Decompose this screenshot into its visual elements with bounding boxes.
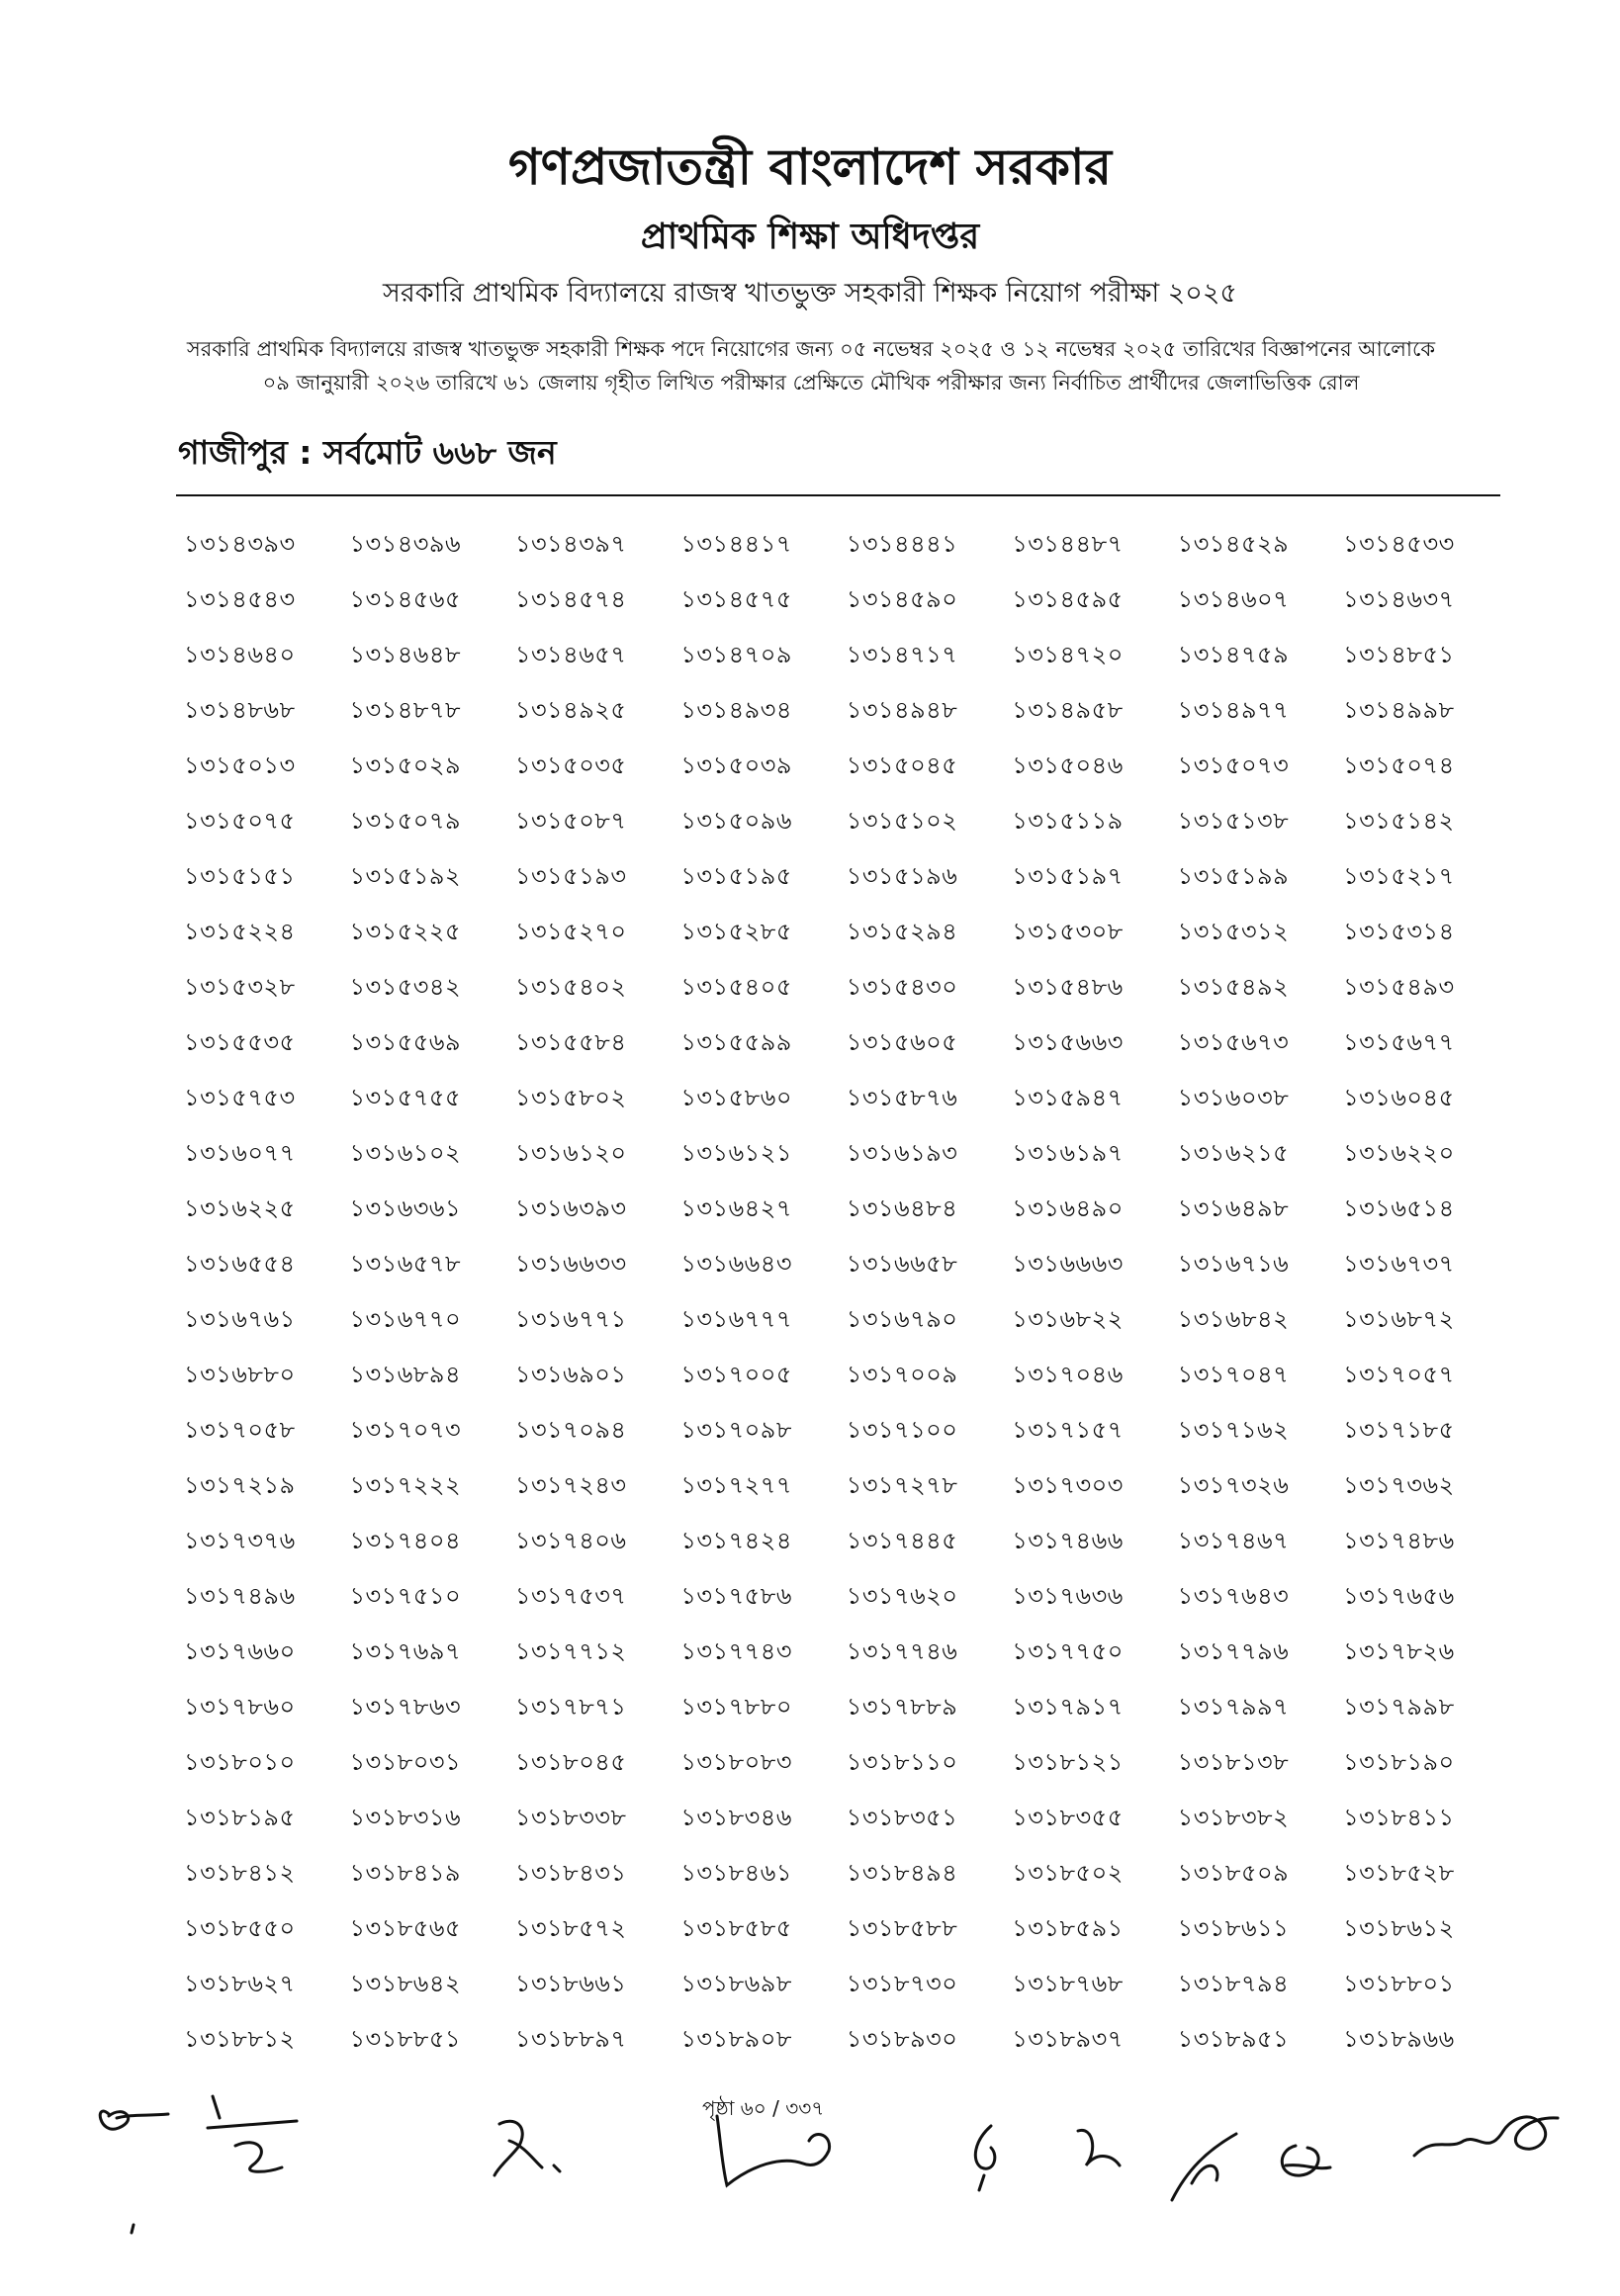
roll-number: ১৩১৪৬৩৭ xyxy=(1343,585,1455,613)
roll-number: ১৩১৫০৯৬ xyxy=(680,807,792,835)
roll-number: ১৩১৭৬৪৩ xyxy=(1177,1582,1290,1610)
roll-number: ১৩১৫০৩৫ xyxy=(514,751,627,779)
roll-number: ১৩১৬৯০১ xyxy=(514,1361,627,1388)
roll-number: ১৩১৮৫০২ xyxy=(1012,1859,1124,1887)
roll-number: ১৩১৮১৯৫ xyxy=(184,1804,296,1831)
roll-row xyxy=(184,1578,1489,1634)
roll-number: ১৩১৭৭১২ xyxy=(514,1637,627,1665)
roll-number: ১৩১৬৩৯৩ xyxy=(514,1194,627,1222)
roll-number: ১৩১৬৪৯৮ xyxy=(1177,1194,1290,1222)
roll-number: ১৩১৫১৯৯ xyxy=(1177,862,1290,890)
roll-number: ১৩১৮১৯০ xyxy=(1343,1748,1455,1776)
roll-number: ১৩১৪৬৫৭ xyxy=(514,641,627,668)
roll-number: ১৩১৮৬৯৮ xyxy=(680,1970,792,1997)
roll-number: ১৩১৭০৪৭ xyxy=(1177,1361,1290,1388)
roll-number: ১৩১৬১৯৭ xyxy=(1012,1139,1124,1167)
roll-number: ১৩১৭০০৫ xyxy=(680,1361,792,1388)
roll-number: ১৩১৬৬৪৩ xyxy=(680,1250,792,1278)
roll-number: ১৩১৮৪১৯ xyxy=(349,1859,461,1887)
roll-number: ১৩১৫১৩৮ xyxy=(1177,807,1290,835)
roll-number: ১৩১৮৬২৭ xyxy=(184,1970,296,1997)
roll-row xyxy=(184,1135,1489,1191)
roll-number: ১৩১৫৬৭৩ xyxy=(1177,1028,1290,1056)
roll-number: ১৩১৭৪৮৬ xyxy=(1343,1527,1455,1554)
roll-row xyxy=(184,1301,1489,1357)
roll-number: ১৩১৬৭৬১ xyxy=(184,1305,296,1333)
roll-number: ১৩১৪৫৩৩ xyxy=(1343,530,1455,558)
roll-number: ১৩১৭৬৯৭ xyxy=(349,1637,462,1665)
roll-number: ১৩১৮৩৫১ xyxy=(846,1804,958,1831)
roll-number: ১৩১৮৯৬৬ xyxy=(1343,2025,1455,2053)
roll-number: ১৩১৮০১০ xyxy=(184,1748,296,1776)
roll-number: ১৩১৫১০২ xyxy=(846,807,958,835)
page-number: পৃষ্ঠা ৬০ / ৩৩৭ xyxy=(702,2096,825,2120)
roll-number: ১৩১৭৩২৬ xyxy=(1177,1471,1290,1499)
roll-number: ১৩১৭১৮৫ xyxy=(1343,1416,1455,1444)
roll-number: ১৩১৮০৮৩ xyxy=(680,1748,792,1776)
roll-number: ১৩১৮৬১১ xyxy=(1177,1914,1290,1942)
roll-number: ১৩১৪৪৮৭ xyxy=(1012,530,1124,558)
roll-number: ১৩১৫০৪৫ xyxy=(846,751,958,779)
roll-number: ১৩১৬৮৮০ xyxy=(184,1361,296,1388)
roll-number: ১৩১৪৮৭৮ xyxy=(349,696,462,724)
roll-number: ১৩১৮৩৩৮ xyxy=(514,1804,627,1831)
roll-number: ১৩১৮৯৩৭ xyxy=(1012,2025,1124,2053)
department-title: প্রাথমিক শিক্ষা অধিদপ্তর xyxy=(640,217,980,257)
signature-2 xyxy=(208,2096,297,2171)
roll-number: ১৩১৪৩৯৬ xyxy=(349,530,462,558)
roll-number: ১৩১৭৬৫৬ xyxy=(1343,1582,1455,1610)
roll-number: ১৩১৭৮৭১ xyxy=(514,1693,627,1721)
roll-number: ১৩১৫৩১৪ xyxy=(1343,918,1455,945)
roll-number: ১৩১৮৯৫১ xyxy=(1177,2025,1290,2053)
district-total: গাজীপুর : সর্বমোট ৬৬৮ জন xyxy=(178,433,557,472)
roll-number: ১৩১৫৫৩৫ xyxy=(184,1028,296,1056)
roll-number: ১৩১৭২৭৭ xyxy=(680,1471,792,1499)
roll-number: ১৩১৬৭৭১ xyxy=(514,1305,627,1333)
roll-number: ১৩১৫০৭৯ xyxy=(349,807,462,835)
roll-number: ১৩১৭০৫৭ xyxy=(1343,1361,1455,1388)
roll-number: ১৩১৮৭৯৪ xyxy=(1177,1970,1290,1997)
roll-number: ১৩১৮৫৮৫ xyxy=(680,1914,792,1942)
roll-number: ১৩১৫৩১২ xyxy=(1177,918,1290,945)
roll-number: ১৩১৫১৯৬ xyxy=(846,862,958,890)
roll-number: ১৩১৬০৩৮ xyxy=(1177,1084,1290,1111)
roll-number: ১৩১৭৫১০ xyxy=(349,1582,462,1610)
roll-number: ১৩১৫২১৭ xyxy=(1343,862,1455,890)
roll-number: ১৩১৬০৭৭ xyxy=(184,1139,296,1167)
roll-number: ১৩১৫৮৬০ xyxy=(680,1084,792,1111)
roll-number: ১৩১৭৪২৪ xyxy=(680,1527,792,1554)
roll-row xyxy=(184,1246,1489,1301)
roll-row xyxy=(184,1855,1489,1910)
roll-number: ১৩১৭৩৬২ xyxy=(1343,1471,1455,1499)
roll-number: ১৩১৫০১৩ xyxy=(184,751,296,779)
roll-number: ১৩১৫২২৫ xyxy=(349,918,462,945)
roll-number: ১৩১৬৭৭৭ xyxy=(680,1305,792,1333)
roll-number: ১৩১৬৬৫৮ xyxy=(846,1250,958,1278)
roll-number: ১৩১৫৪০৫ xyxy=(680,973,792,1001)
roll-row xyxy=(184,1191,1489,1246)
roll-number: ১৩১৮৩৮২ xyxy=(1177,1804,1290,1831)
signature-6 xyxy=(1078,2130,1120,2165)
roll-number: ১৩১৮৪৬১ xyxy=(680,1859,792,1887)
roll-number: ১৩১৭৫৩৭ xyxy=(514,1582,627,1610)
roll-number: ১৩১৪৬৪৮ xyxy=(349,641,462,668)
roll-number: ১৩১৫০৩৯ xyxy=(680,751,792,779)
roll-number: ১৩১৫৪৮৬ xyxy=(1012,973,1124,1001)
roll-number: ১৩১৫১৪২ xyxy=(1343,807,1455,835)
signature-4 xyxy=(717,2116,830,2185)
result-description: সরকারি প্রাথমিক বিদ্যালয়ে রাজস্ব খাতভুক্ত সহকারী শিক্ষক পদে নিয়োগের জন্য ০৫ নভেম্বর ২০২৫ ও ১২ নভেম্বর ২০২৫ তারিখের বিজ্ঞাপনের আলোকে ০৯ জানুয়ারী ২০২৬ তারিখে ৬১ জেলায় গৃহীত লিখিত পরীক্ষার প্রেক্ষিতে মৌখিক পরীক্ষার জন্য নির্বাচিত প্রার্থীদের জেলাভিত্তিক রোল xyxy=(186,337,1436,395)
roll-number: ১৩১৮১৩৮ xyxy=(1177,1748,1290,1776)
roll-number: ১৩১৫২৮৫ xyxy=(680,918,792,945)
roll-number: ১৩১৮৬৬১ xyxy=(514,1970,627,1997)
roll-number: ১৩১৬৮৭২ xyxy=(1343,1305,1455,1333)
roll-row xyxy=(184,692,1489,748)
signature-1 xyxy=(100,2111,168,2233)
roll-number: ১৩১৮৪৯৪ xyxy=(846,1859,958,1887)
roll-row xyxy=(184,1357,1489,1412)
roll-number: ১৩১৫২৭০ xyxy=(514,918,627,945)
roll-number: ১৩১৮৫৮৮ xyxy=(846,1914,958,1942)
roll-number: ১৩১৭৮৬০ xyxy=(184,1693,296,1721)
signature-5 xyxy=(975,2126,995,2190)
roll-number: ১৩১৬৭৭০ xyxy=(349,1305,462,1333)
roll-number: ১৩১৫৩০৮ xyxy=(1012,918,1124,945)
roll-row xyxy=(184,1966,1489,2021)
roll-number: ১৩১৫০৮৭ xyxy=(514,807,627,835)
roll-number: ১৩১৬৮২২ xyxy=(1012,1305,1124,1333)
roll-number: ১৩১৫০৭৪ xyxy=(1343,751,1455,779)
roll-number: ১৩১৮৭৬৮ xyxy=(1012,1970,1124,1997)
roll-number: ১৩১৫৪০২ xyxy=(514,973,627,1001)
roll-number: ১৩১৮৯৩০ xyxy=(846,2025,958,2053)
roll-number: ১৩১৫৬৭৭ xyxy=(1343,1028,1455,1056)
roll-number: ১৩১৬২২০ xyxy=(1343,1139,1455,1167)
roll-number: ১৩১৪৭২০ xyxy=(1012,641,1124,668)
roll-number: ১৩১৮৮১২ xyxy=(184,2025,296,2053)
roll-number: ১৩১৭৭৪৬ xyxy=(846,1637,958,1665)
roll-number: ১৩১৫১১৯ xyxy=(1012,807,1124,835)
roll-number: ১৩১৪৮৬৮ xyxy=(184,696,296,724)
roll-number: ১৩১৬৩৬১ xyxy=(349,1194,462,1222)
header-divider xyxy=(176,494,1500,496)
roll-row xyxy=(184,526,1489,581)
roll-number: ১৩১৭৫৮৬ xyxy=(680,1582,792,1610)
roll-number: ১৩১৮৬৪২ xyxy=(349,1970,462,1997)
roll-number: ১৩১৮৫৬৫ xyxy=(349,1914,462,1942)
roll-number: ১৩১৮৯০৮ xyxy=(680,2025,792,2053)
roll-number: ১৩১৫৯৪৭ xyxy=(1012,1084,1124,1111)
roll-number: ১৩১৮০৩১ xyxy=(349,1748,462,1776)
roll-row xyxy=(184,858,1489,914)
roll-number: ১৩১৫১৯২ xyxy=(349,862,462,890)
roll-number: ১৩১৬১২০ xyxy=(514,1139,627,1167)
roll-number: ১৩১৭৪৯৬ xyxy=(184,1582,296,1610)
roll-number: ১৩১৫০৭৩ xyxy=(1177,751,1290,779)
roll-number: ১৩১৫৬০৫ xyxy=(846,1028,958,1056)
roll-number: ১৩১৭১০০ xyxy=(846,1416,958,1444)
roll-row xyxy=(184,1080,1489,1135)
roll-number: ১৩১৭১৬২ xyxy=(1177,1416,1290,1444)
roll-number: ১৩১৮৫২৮ xyxy=(1343,1859,1455,1887)
roll-number: ১৩১৬১৯৩ xyxy=(846,1139,958,1167)
roll-number: ১৩১৮৪৩১ xyxy=(514,1859,627,1887)
roll-number: ১৩১৬৮৪২ xyxy=(1177,1305,1290,1333)
roll-number: ১৩১৪৫৪৩ xyxy=(184,585,296,613)
roll-number: ১৩১৬৫১৪ xyxy=(1343,1194,1455,1222)
roll-number: ১৩১৭০৯৪ xyxy=(514,1416,627,1444)
roll-row xyxy=(184,969,1489,1024)
roll-number: ১৩১৮৫৫০ xyxy=(184,1914,296,1942)
roll-number: ১৩১৬৪৯০ xyxy=(1012,1194,1124,1222)
roll-number: ১৩১৭৪০৬ xyxy=(514,1527,627,1554)
roll-number: ১৩১৮৬১২ xyxy=(1343,1914,1455,1942)
roll-number: ১৩১৪৩৯৩ xyxy=(184,530,296,558)
roll-number: ১৩১৭৪৬৭ xyxy=(1177,1527,1290,1554)
roll-number: ১৩১৭০৪৬ xyxy=(1012,1361,1124,1388)
roll-number: ১৩১৬৫৫৪ xyxy=(184,1250,296,1278)
roll-number: ১৩১৪৮৫১ xyxy=(1343,641,1455,668)
roll-number: ১৩১৪৫৭৪ xyxy=(514,585,627,613)
roll-number: ১৩১৫৮০২ xyxy=(514,1084,627,1111)
roll-number: ১৩১৫৪৯৩ xyxy=(1343,973,1455,1001)
roll-number: ১৩১৬৮৯৪ xyxy=(349,1361,462,1388)
government-title: গণপ্রজাতন্ত্রী বাংলাদেশ সরকার xyxy=(508,138,1112,196)
roll-number: ১৩১৫৫৬৯ xyxy=(349,1028,462,1056)
roll-number: ১৩১৪৭১৭ xyxy=(846,641,958,668)
roll-row xyxy=(184,581,1489,637)
roll-number: ১৩১৪৯৫৮ xyxy=(1012,696,1124,724)
roll-number: ১৩১৫৫৮৪ xyxy=(514,1028,627,1056)
roll-number: ১৩১৫০৪৬ xyxy=(1012,751,1124,779)
roll-number: ১৩১৭৭৪৩ xyxy=(680,1637,792,1665)
roll-number: ১৩১৭০৯৮ xyxy=(680,1416,792,1444)
roll-row xyxy=(184,1800,1489,1855)
roll-number: ১৩১৪৫৭৫ xyxy=(680,585,792,613)
roll-number: ১৩১৫৩৪২ xyxy=(349,973,462,1001)
roll-number: ১৩১৪৬০৭ xyxy=(1177,585,1290,613)
roll-number: ১৩১৫২৯৪ xyxy=(846,918,958,945)
roll-number: ১৩১৬৫৭৮ xyxy=(349,1250,462,1278)
roll-number: ১৩১৬১২১ xyxy=(680,1139,792,1167)
roll-number: ১৩১৭২২২ xyxy=(349,1471,462,1499)
roll-row xyxy=(184,637,1489,692)
roll-row xyxy=(184,914,1489,969)
roll-number: ১৩১৮৪১১ xyxy=(1343,1804,1455,1831)
roll-number: ১৩১৫১৯৭ xyxy=(1012,862,1124,890)
roll-number: ১৩১৬৬৬৩ xyxy=(1012,1250,1124,1278)
roll-number: ১৩১৭০০৯ xyxy=(846,1361,958,1388)
roll-number: ১৩১৭১৫৭ xyxy=(1012,1416,1124,1444)
roll-number: ১৩১৪৯২৫ xyxy=(514,696,627,724)
exam-title: সরকারি প্রাথমিক বিদ্যালয়ে রাজস্ব খাতভুক্ত সহকারী শিক্ষক নিয়োগ পরীক্ষা ২০২৫ xyxy=(383,278,1237,309)
roll-number: ১৩১৪৭৫৯ xyxy=(1177,641,1290,668)
roll-number: ১৩১৭২৭৮ xyxy=(846,1471,958,1499)
roll-row xyxy=(184,1523,1489,1578)
roll-number: ১৩১৭৭৯৬ xyxy=(1177,1637,1290,1665)
roll-number: ১৩১৫০৭৫ xyxy=(184,807,296,835)
roll-number: ১৩১৪৪১৭ xyxy=(680,530,792,558)
roll-number: ১৩১৪৯৭৭ xyxy=(1177,696,1290,724)
roll-number: ১৩১৫৮৭৬ xyxy=(846,1084,958,1111)
roll-number: ১৩১৫৬৬৩ xyxy=(1012,1028,1124,1056)
roll-number: ১৩১৮৫০৯ xyxy=(1177,1859,1290,1887)
roll-number: ১৩১৬২২৫ xyxy=(184,1194,296,1222)
roll-number: ১৩১৮৮৫১ xyxy=(349,2025,461,2053)
roll-number: ১৩১৬৭৯০ xyxy=(846,1305,958,1333)
roll-number: ১৩১৫১৫১ xyxy=(184,862,296,890)
roll-number: ১৩১৭৯১৭ xyxy=(1012,1693,1124,1721)
roll-number: ১৩১৪৫৬৫ xyxy=(349,585,462,613)
roll-number: ১৩১৭৪০৪ xyxy=(349,1527,462,1554)
roll-row xyxy=(184,1910,1489,1966)
roll-number: ১৩১৫৪৩০ xyxy=(846,973,958,1001)
roll-number: ১৩১৭৩৭৬ xyxy=(184,1527,296,1554)
roll-number: ১৩১৮৪১২ xyxy=(184,1859,296,1887)
signature-7 xyxy=(1172,2134,1236,2200)
roll-number: ১৩১৫৪৯২ xyxy=(1177,973,1290,1001)
roll-number: ১৩১৭০৫৮ xyxy=(184,1416,296,1444)
roll-number: ১৩১৮৩১৬ xyxy=(349,1804,462,1831)
roll-row xyxy=(184,1744,1489,1800)
roll-number: ১৩১৫৭৫৫ xyxy=(349,1084,462,1111)
roll-number: ১৩১৭৮৮০ xyxy=(680,1693,792,1721)
roll-number: ১৩১৮৫৭২ xyxy=(514,1914,627,1942)
roll-number: ১৩১৮৫৯১ xyxy=(1012,1914,1124,1942)
roll-number: ১৩১৭৪৬৬ xyxy=(1012,1527,1124,1554)
roll-number: ১৩১৬১০২ xyxy=(349,1139,462,1167)
roll-number: ১৩১৫০২৯ xyxy=(349,751,462,779)
roll-number: ১৩১৭৮৬৩ xyxy=(349,1693,462,1721)
roll-number: ১৩১৭৯৯৮ xyxy=(1343,1693,1455,1721)
roll-number: ১৩১৪৭০৯ xyxy=(680,641,792,668)
roll-number: ১৩১৪৯৩৪ xyxy=(680,696,792,724)
roll-number: ১৩১৪৯৯৮ xyxy=(1343,696,1455,724)
roll-number: ১৩১৭৪৪৫ xyxy=(846,1527,958,1554)
signature-3 xyxy=(495,2121,560,2175)
roll-number: ১৩১৮৮০১ xyxy=(1343,1970,1455,1997)
roll-row xyxy=(184,1024,1489,1080)
roll-number: ১৩১৭২১৯ xyxy=(184,1471,296,1499)
roll-number: ১৩১৭২৪৩ xyxy=(514,1471,627,1499)
roll-number: ১৩১৮৩৪৬ xyxy=(680,1804,792,1831)
roll-number: ১৩১৬৭১৬ xyxy=(1177,1250,1290,1278)
roll-number: ১৩১৮৭৩০ xyxy=(846,1970,958,1997)
roll-number: ১৩১৭৮৮৯ xyxy=(846,1693,958,1721)
roll-number: ১৩১৪৬৪০ xyxy=(184,641,296,668)
roll-number: ১৩১৪৩৯৭ xyxy=(514,530,627,558)
roll-row xyxy=(184,1412,1489,1467)
roll-number: ১৩১৬০৪৫ xyxy=(1343,1084,1455,1111)
roll-number: ১৩১৪৯৪৮ xyxy=(846,696,958,724)
roll-row xyxy=(184,803,1489,858)
roll-number: ১৩১৭৬৩৬ xyxy=(1012,1582,1124,1610)
signature-row xyxy=(0,2057,1620,2294)
roll-number: ১৩১৬৭৩৭ xyxy=(1343,1250,1455,1278)
roll-number: ১৩১৮৩৫৫ xyxy=(1012,1804,1124,1831)
roll-row xyxy=(184,748,1489,803)
roll-number: ১৩১৬৬৩৩ xyxy=(514,1250,627,1278)
roll-number: ১৩১৮৮৯৭ xyxy=(514,2025,627,2053)
roll-number: ১৩১৫৭৫৩ xyxy=(184,1084,296,1111)
roll-number: ১৩১৬৪৮৪ xyxy=(846,1194,958,1222)
roll-number: ১৩১৬২১৫ xyxy=(1177,1139,1290,1167)
roll-number-grid xyxy=(184,526,1489,2076)
roll-number: ১৩১৫১৯৫ xyxy=(680,862,792,890)
roll-number: ১৩১৬৪২৭ xyxy=(680,1194,792,1222)
roll-number: ১৩১৫১৯৩ xyxy=(514,862,627,890)
roll-number: ১৩১৭৬২০ xyxy=(846,1582,958,1610)
roll-row xyxy=(184,1689,1489,1744)
roll-number: ১৩১৪৪৪১ xyxy=(846,530,958,558)
roll-number: ১৩১৮১১০ xyxy=(846,1748,958,1776)
roll-number: ১৩১৪৫৯০ xyxy=(846,585,958,613)
roll-number: ১৩১৮০৪৫ xyxy=(514,1748,627,1776)
roll-row xyxy=(184,1467,1489,1523)
roll-number: ১৩১৭৭৫০ xyxy=(1012,1637,1124,1665)
roll-number: ১৩১৭৩০৩ xyxy=(1012,1471,1124,1499)
roll-row xyxy=(184,1634,1489,1689)
roll-number: ১৩১৭৬৬০ xyxy=(184,1637,296,1665)
roll-number: ১৩১৪৫২৯ xyxy=(1177,530,1290,558)
roll-number: ১৩১৮১২১ xyxy=(1012,1748,1124,1776)
roll-number: ১৩১৭৮২৬ xyxy=(1343,1637,1455,1665)
signature-9 xyxy=(1414,2117,1558,2156)
signature-8 xyxy=(1282,2146,1330,2175)
roll-number: ১৩১৫৫৯৯ xyxy=(680,1028,792,1056)
roll-number: ১৩১৭৯৯৭ xyxy=(1177,1693,1290,1721)
roll-number: ১৩১৭০৭৩ xyxy=(349,1416,462,1444)
roll-number: ১৩১৫২২৪ xyxy=(184,918,296,945)
roll-number: ১৩১৪৫৯৫ xyxy=(1012,585,1124,613)
roll-number: ১৩১৫৩২৮ xyxy=(184,973,296,1001)
